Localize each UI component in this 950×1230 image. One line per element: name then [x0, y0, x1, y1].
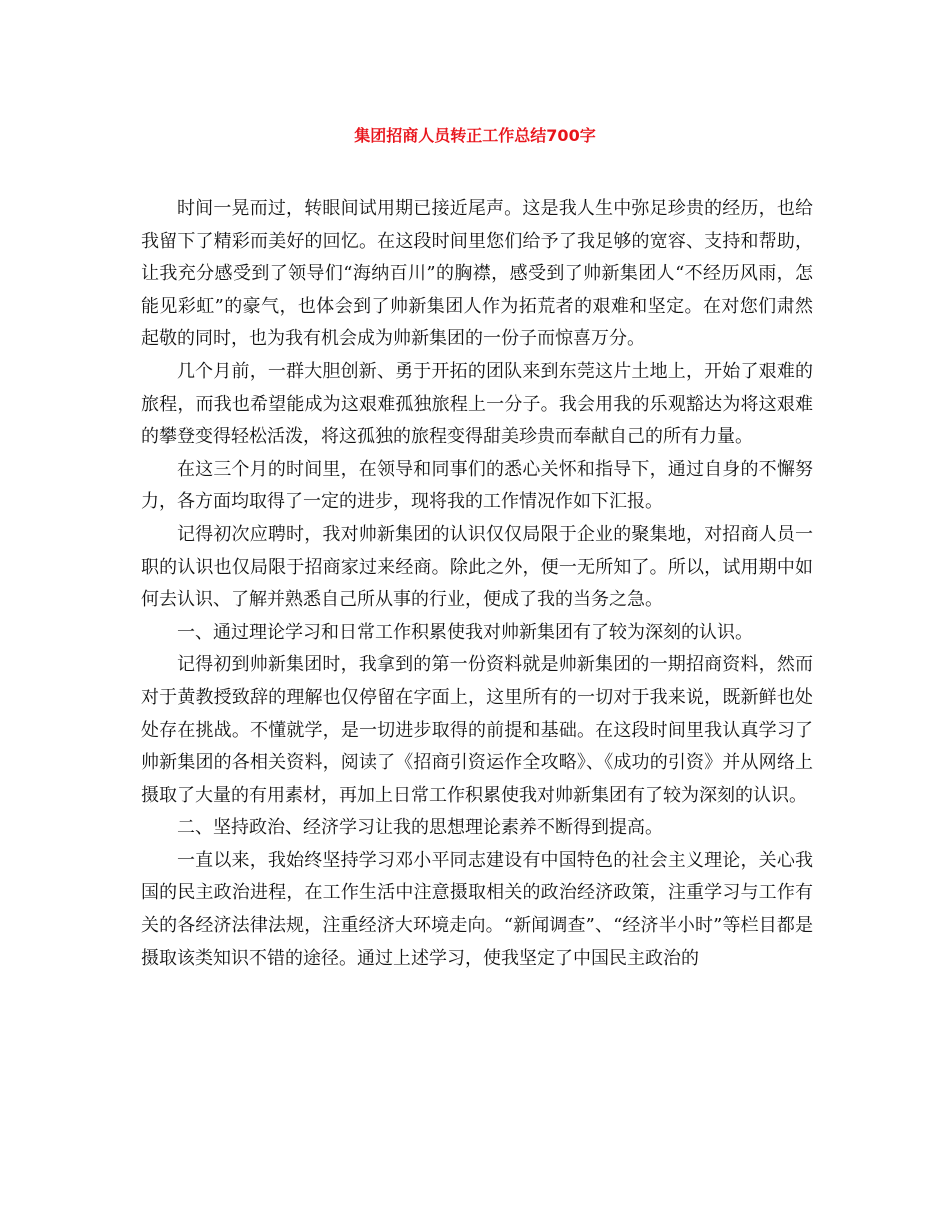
paragraph: 记得初次应聘时，我对帅新集团的认识仅仅局限于企业的聚集地，对招商人员一职的认识也仅局限于招商家过来经商。除此之外，便一无所知了。所以，试用期中如何去认识、了解并熟悉自己所从事的行业，便成了我的当务之急。 [141, 523, 813, 611]
document-body [141, 193, 813, 975]
paragraph: 时间一晃而过，转眼间试用期已接近尾声。这是我人生中弥足珍贵的经历，也给我留下了精彩而美好的回忆。在这段时间里您们给予了我足够的宽容、支持和帮助，让我充分感受到了领导们“海纳百川”的胸襟，感受到了帅新集团人“不经历风雨，怎能见彩虹”的豪气，也体会到了帅新集团人作为拓荒者的艰难和坚定。在对您们肃然起敬的同时，也为我有机会成为帅新集团的一份子而惊喜万分。 [141, 198, 813, 350]
paragraph: 一直以来，我始终坚持学习邓小平同志建设有中国特色的社会主义理论，关心我国的民主政治进程，在工作生活中注意摄取相关的政治经济政策，注重学习与工作有关的各经济法律法规，注重经济大环境走向。“新闻调查”、“经济半小时”等栏目都是摄取该类知识不错的途径。通过上述学习，使我坚定了中国民主政治的 [141, 849, 813, 969]
section-heading: 一、通过理论学习和日常工作积累使我对帅新集团有了较为深刻的认识。 [177, 621, 753, 643]
section-heading: 二、坚持政治、经济学习让我的思想理论素养不断得到提高。 [177, 817, 663, 839]
paragraph: 几个月前，一群大胆创新、勇于开拓的团队来到东莞这片土地上，开始了艰难的旅程，而我也希望能成为这艰难孤独旅程上一分子。我会用我的乐观豁达为将这艰难的攀登变得轻松活泼，将这孤独的旅程变得甜美珍贵而奉献自己的所有力量。 [141, 360, 813, 448]
paragraph: 在这三个月的时间里，在领导和同事们的悉心关怀和指导下，通过自身的不懈努力，各方面均取得了一定的进步，现将我的工作情况作如下汇报。 [141, 458, 813, 513]
paragraph: 记得初到帅新集团时，我拿到的第一份资料就是帅新集团的一期招商资料，然而对于黄教授致辞的理解也仅停留在字面上，这里所有的一切对于我来说，既新鲜也处处存在挑战。不懂就学，是一切进步取得的前提和基础。在这段时间里我认真学习了帅新集团的各相关资料，阅读了《招商引资运作全攻略》、《成功的引资》并从网络上摄取了大量的有用素材，再加上日常工作积累使我对帅新集团有了较为深刻的认识。 [141, 654, 813, 806]
document-title: 集团招商人员转正工作总结700字 [354, 126, 596, 145]
